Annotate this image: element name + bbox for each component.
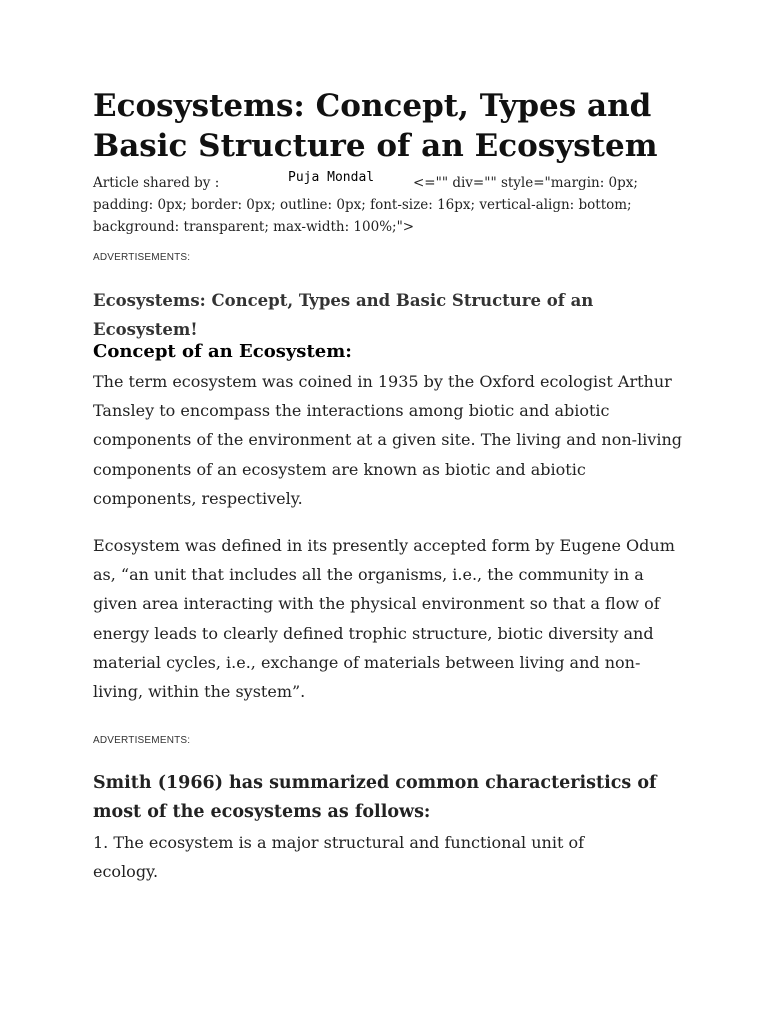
article-subtitle: Ecosystems: Concept, Types and Basic Structure of an Ecosystem! bbox=[93, 291, 594, 339]
author-name[interactable]: Puja Mondal bbox=[288, 170, 375, 185]
list-item: 1. The ecosystem is a major structural and functional unit of ecology. bbox=[93, 833, 585, 882]
byline bbox=[93, 172, 653, 194]
paragraph-tansley: The term ecosystem was coined in 1935 by the Oxford ecologist Arthur Tansley to encompass the interactions among biotic and abiotic components of the environment at a given site. The living and non-living components of an ecosystem are known as biotic and abiotic components, respectively. bbox=[93, 372, 682, 508]
code-fragment-rest: padding: 0px; border: 0px; outline: 0px; font-size: 16px; vertical-align: bottom; background: transparent; max-width: 100%;"> bbox=[93, 197, 632, 235]
advertisement-label: ADVERTISEMENTS: bbox=[93, 735, 191, 746]
code-fragment-line1: <="" div="" style="margin: 0px; bbox=[413, 175, 638, 191]
paragraph-odum: Ecosystem was defined in its presently accepted form by Eugene Odum as, “an unit that includes all the organisms, i.e., the community in a given area interacting with the physical environment so that a flow of energy leads to clearly defined trophic structure, biotic diversity and material cycles, i.e., exchange of materials between living and non-living, within the system”. bbox=[93, 536, 675, 702]
concept-heading: Concept of an Ecosystem: bbox=[93, 341, 352, 362]
advertisement-label: ADVERTISEMENTS: bbox=[93, 252, 191, 263]
byline-label: Article shared by : bbox=[93, 175, 220, 191]
article-title: Ecosystems: Concept, Types and Basic Structure of an Ecosystem bbox=[93, 88, 658, 164]
smith-heading: Smith (1966) has summarized common characteristics of most of the ecosystems as follows: bbox=[93, 773, 657, 822]
